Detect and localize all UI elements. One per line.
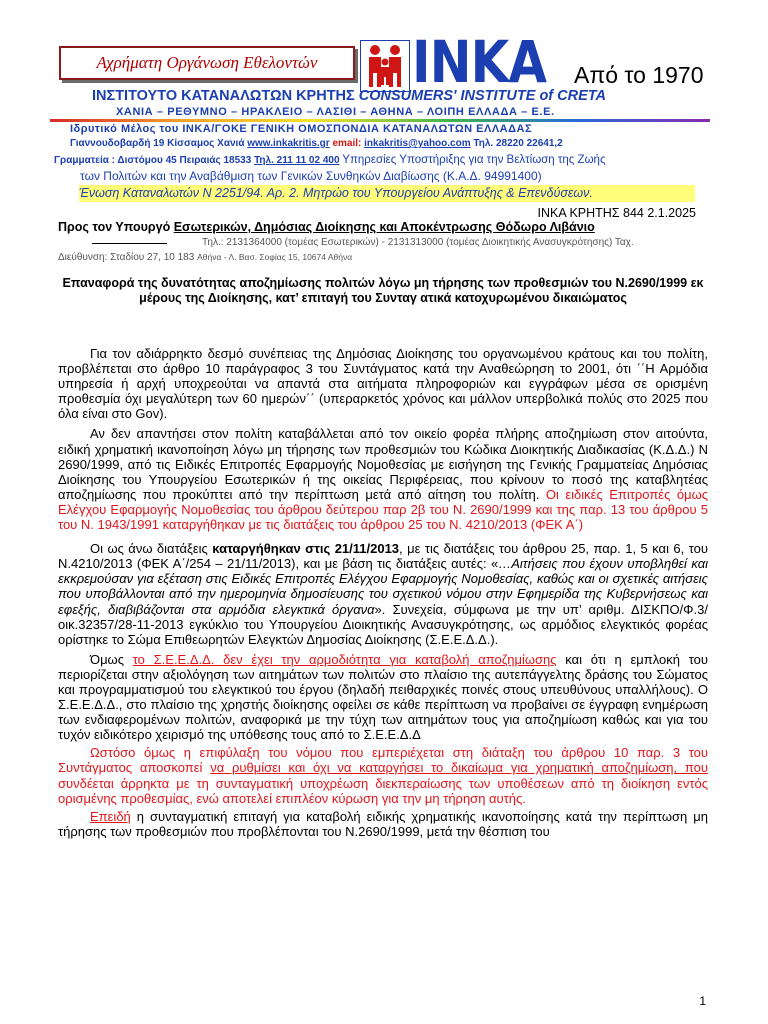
contact-line — [70, 138, 563, 149]
paragraph-text: , με τις διατάξεις του άρθρου 25, παρ. 1, 5 και 6, του Ν.4210/2013 (ΦΕΚ Α΄/254 – 21/11/2013), και με βάση τις διατάξεις αυτές: « — [58, 541, 708, 572]
ministry-phones: Τηλ.: 2131364000 (τομέας Εσωτερικών) - 2131313000 (τομέας Διοικητικής Ανασυγκρότησης) Ταχ. — [202, 237, 634, 248]
consumer-union-banner: Ένωση Καταναλωτών Ν 2251/94. Αρ. 2. Μητρώο του Υπουργείου Ανάπτυξης & Επενδύσεων. — [79, 185, 695, 202]
paragraph — [58, 745, 708, 805]
paragraph — [58, 426, 708, 532]
ministry-address-2: Αθήνα - Λ. Βασ. Σοφίας 15, 10674 Αθήνα — [197, 252, 353, 262]
org-title: Αχρήματη Οργάνωση Εθελοντών — [96, 53, 318, 72]
paragraph-text: Όμως — [90, 651, 124, 667]
highlighted-text: να ρυθμίσει και όχι να καταργήσει το δικαίωμα για χρηματική αποζημίωση, που — [210, 760, 708, 776]
addressee-prefix: Προς τον Υπουργό — [58, 220, 174, 234]
quoted-text: …Αιτήσεις που έχουν υποβληθεί και εκκρεμούσαν για εξέταση στις Ειδικές Επιτροπές Ελέγχου Εφαρμογής Νομοθεσίας, καθώς και οι σχετικές αιτήσεις που υποβάλλονται από την ημερομηνία δημοσίευσης του σχετικού νόμου στην Εφημερίδα της Κυβερνήσεως και εφεξής, διαβιβάζονται στα αρμόδια ελεγκτικά όργανα — [58, 556, 708, 617]
addressee — [58, 220, 595, 234]
paragraph: Για τον αδιάρρηκτο δεσμό συνέπειας της Δημόσιας Διοίκησης του οργανωμένου κράτους και του πολίτη, προβλέπεται στο άρθρο 10 παράγραφος 3 του Συντάγματος κατά την Αναθεώρηση το 2001, ότι ΄΄Η Αρμόδια υπηρεσία ή αρχή υποχρεούται να απαντά στα αιτήματα πληροφοριών και εγγράφων μέσα σε ορισμένη προθεσμία όχι μεγαλύτερη των 60 ημερών΄΄ (υπεραρκετός χρόνος και μάλλον υπερβολικά πολύς στο 2025 που όλα είναι στο Gov). — [58, 346, 708, 422]
institute-name — [92, 88, 606, 104]
reference-number: ΙΝΚΑ ΚΡΗΤΗΣ 844 2.1.2025 — [537, 206, 696, 220]
paragraph — [58, 652, 708, 743]
inka-family-logo-icon — [360, 40, 410, 92]
subject-title: Επαναφορά της δυνατότητας αποζημίωσης πολιτών λόγω μη τήρησης των προθεσμιών του Ν.2690/1999 εκ μέρους της Διοίκησης, κατ’ επιταγή του Συνταγ ατικά κατοχυρωμένου δικαιώματος — [62, 276, 704, 305]
paragraph-text: Ωστόσο όμως η επιφύλαξη του νόμου που εμπεριέχεται στη διάταξη του άρθρου 10 παρ. 3 του Συντάγματος αποσκοπεί — [58, 745, 708, 776]
secretariat-phone: Τηλ. 211 11 02 400 — [254, 155, 340, 166]
website-link[interactable]: www.inkakritis.gr — [247, 138, 330, 149]
paragraph-text: Οι ως άνω διατάξεις — [90, 541, 208, 557]
rainbow-divider — [50, 119, 710, 122]
ministry-address: Διεύθυνση: Σταδίου 27, 10 183 — [58, 252, 195, 263]
paragraph-text: και ότι η εμπλοκή του περιορίζεται στην αξιολόγηση των αιτημάτων των πολιτών στο πλαίσιο της αυτεπάγγελτης δράσης του Σώματος και προγραμματισμού του ελεγκτικού του έργου (δηλαδή πειθαρχικές ποινές στους υπευθύνους υπαλλήλους). Ο Σ.Ε.Ε.Δ.Δ., στο πλαίσιο της χρηστής διοίκησης οφείλει σε κάθε περίπτωση να προβαίνει σε έγγραφη ενημέρωση των ενδιαφερομένων πολιτών, αναφορικά με την τύχη των αιτημάτων τους για αποζημίωση καθώς και για του τυχόν ειδικότερο χειρισμό της υπόθεσης τους από το Σ.Ε.Ε.Δ.Δ — [58, 651, 708, 743]
letter-body — [58, 346, 708, 839]
bold-text: καταργήθηκαν στις 21/11/2013 — [212, 541, 400, 557]
org-title-box — [59, 46, 355, 80]
services-text-2: των Πολιτών και την Αναβάθμιση των Γενικών Συνθηκών Διαβίωσης (Κ.Α.Δ. 94991400) — [80, 169, 542, 183]
ministry-contact — [58, 236, 708, 265]
institute-name-gr: ΙΝΣΤΙΤΟΥΤΟ ΚΑΤΑΝΑΛΩΤΩΝ ΚΡΗΤΗΣ — [92, 88, 355, 104]
paragraph-text: η συνταγματική επιταγή για καταβολή ειδικής χρηματικής ικανοποίησης κατά την περίπτωση μη τήρησης των προθεσμιών που προβλέπονται του Ν.2690/1999, μετά την θέσπιση του — [58, 808, 708, 839]
addressee-name: Εσωτερικών, Δημόσιας Διοίκησης και Αποκέντρωσης Θόδωρο Λιβάνιο — [173, 220, 595, 234]
highlighted-text: το Σ.Ε.Ε.Δ.Δ. δεν έχει την αρμοδιότητα για καταβολή αποζημίωσης — [132, 651, 557, 667]
page-number: 1 — [699, 994, 706, 1008]
secretariat-line — [54, 154, 606, 166]
office-phone: Τηλ. 28220 22641,2 — [473, 138, 563, 149]
highlighted-text: Επειδή — [90, 808, 131, 824]
institute-name-en: CONSUMERS' INSTITUTE of CRETA — [358, 88, 607, 104]
email-label: email: — [332, 138, 362, 149]
paragraph-text: ». Συνεχεία, σύμφωνα με την υπ’ αριθμ. ΔΙΣΚΠΟ/Φ.3/οικ.32357/28-11-2013 εγκύκλιο του Υπουργείου Διοικητικής Ανασυγκρότησης, ως αρμόδιος ελεγκτικός φορέας ορίστηκε το Σώμα Επιθεωρητών Ελεγκτών Δημοσίας Διοίκησης (Σ.Ε.Ε.Δ.Δ.). — [58, 601, 708, 647]
secretariat-address: Γραμματεία : Διστόμου 45 Πειραιάς 18533 — [54, 155, 252, 166]
since-year: Από το 1970 — [574, 62, 704, 88]
brand-logo-text: INKA — [412, 28, 547, 96]
paragraph — [58, 541, 708, 647]
cities-line: ΧΑΝΙΑ – ΡΕΘΥΜΝΟ – ΗΡΑΚΛΕΙΟ – ΛΑΣΙΘΙ – ΑΘΗΝΑ – ΛΟΙΠΗ ΕΛΛΑΔΑ – Ε.Ε. — [116, 106, 555, 118]
founding-member-line: Ιδρυτικό Μέλος του ΙΝΚΑ/ΓΟΚΕ ΓΕΝΙΚΗ ΟΜΟΣΠΟΝΔΙΑ ΚΑΤΑΝΑΛΩΤΩΝ ΕΛΛΑΔΑΣ — [70, 123, 533, 135]
office-address: Γιαννουδοβαρδή 19 Κίσσαμος Χανιά — [70, 138, 245, 149]
services-text: Υπηρεσίες Υποστήριξης για την Βελτίωση της Ζωής — [342, 154, 606, 166]
paragraph — [58, 809, 708, 839]
email-link[interactable]: inkakritis@yahoo.com — [364, 138, 471, 149]
paragraph-text: συνδέεται άρρηκτα με τη συνταγματική υποχρέωση διεκπεραίωσης των υποθέσεων από τη διοίκηση εντός ορισμένης προθεσμίας, ενώ αποτελεί επιπλέον κύρωση για την μη τήρηση αυτής. — [58, 775, 708, 806]
paragraph-text: Αν δεν απαντήσει στον πολίτη καταβάλλεται από τον οικείο φορέα πλήρης αποζημίωση στον αιτούντα, ειδική χρηματική ικανοποίηση λόγω μη τήρησης των προθεσμιών του Κώδικα Διοικητικής Διαδικασίας (Κ.Δ.Δ.) Ν 2690/1999, από τις Ειδικές Επιτροπές Εφαρμογής Νομοθεσίας με εισήγηση της Γενικής Γραμματείας Δημόσιας Διοίκησης του Υπουργείου Εσωτερικών ή της οικείας Περιφέρειας, που κρίνουν το ποσό της καταβλητέας αποζημίωσης που προκύπτει από την περίπτωση μετά από αίτηση του πολίτη. — [58, 426, 708, 502]
highlighted-text: Οι ειδικές Επιτροπές όμως Ελέγχου Εφαρμογής Νομοθεσίας του άρθρου δεύτερου παρ 2β του Ν. 2690/1999 και της παρ. 13 του άρθρου 5 του Ν. 1943/1991 καταργήθηκαν με τις διατάξεις του άρθρου 25 του Ν. 4210/2013 (ΦΕΚ Α΄) — [58, 486, 708, 533]
